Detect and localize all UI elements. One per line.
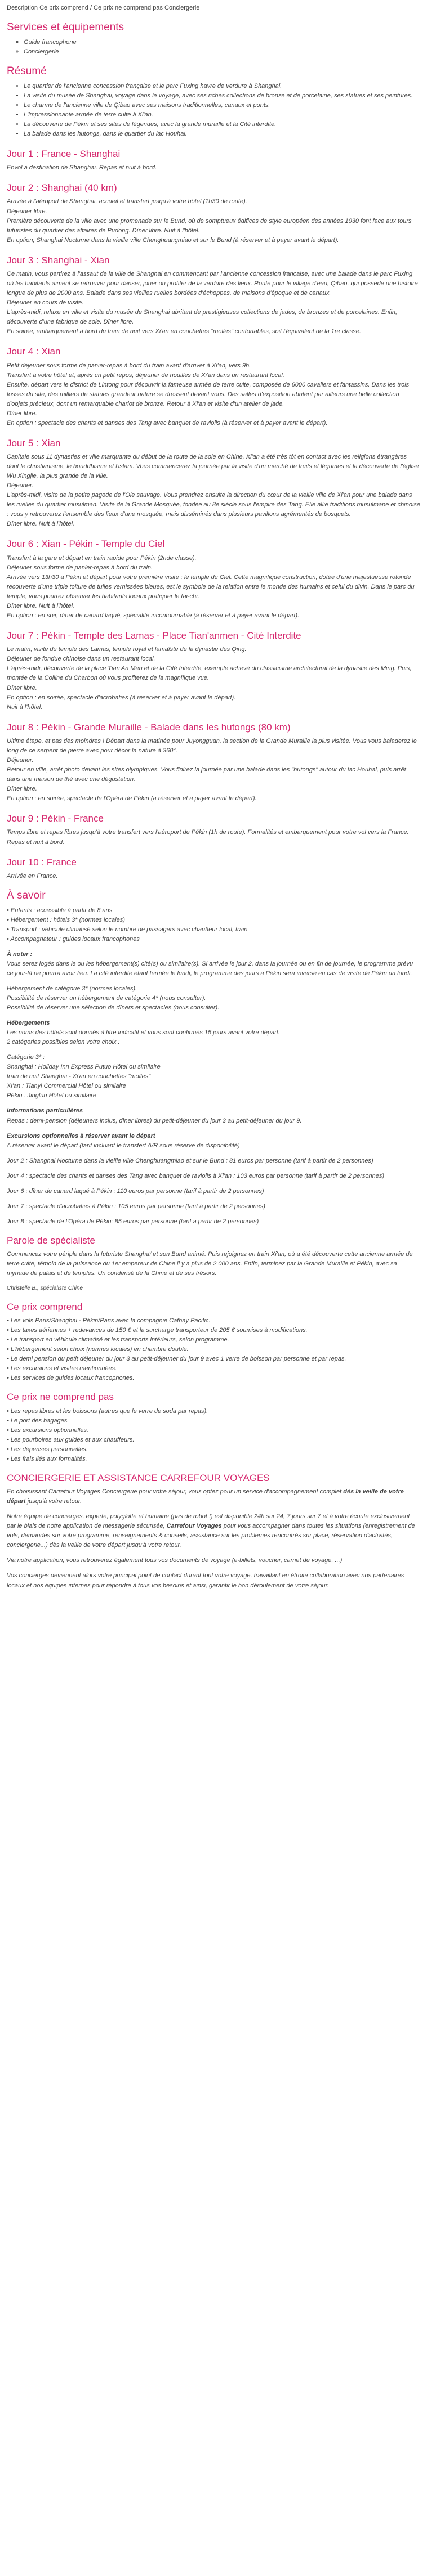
day-body <box>7 645 420 712</box>
text-line: Shanghai : Holiday Inn Express Putuo Hôtel ou similaire <box>7 1063 161 1071</box>
excursion-item: Jour 6 : dîner de canard laqué à Pékin : 110 euros par personne (tarif à partir de 2 personnes) <box>7 1187 264 1195</box>
day-line: Arrivée en France. <box>7 872 58 879</box>
day-line: En option, Shanghai Nocturne dans la vieille ville Chenghuangmiao et sur le Bund (à réserver et à payer avant le départ). <box>7 236 339 244</box>
day-line: Transfert à la gare et départ en train rapide pour Pékin (2nde classe). <box>7 554 197 562</box>
services-title: Services et équipements <box>7 21 124 34</box>
list-item: • Les excursions et visites mentionnées. <box>7 1365 117 1372</box>
day-line: En option : en soir, dîner de canard laqué, spécialité incontournable (à réserver et à payer avant le départ). <box>7 612 300 620</box>
day-title: Jour 7 : Pékin - Temple des Lamas - Place Tian'anmen - Cité Interdite <box>7 630 301 641</box>
list-item: ◦ Conciergerie <box>24 47 420 57</box>
day-line: Envol à destination de Shanghai. Repas et nuit à bord. <box>7 164 157 172</box>
text-line: Xi'an : Tianyi Commercial Hôtel ou similaire <box>7 1083 126 1090</box>
list-item: • Les taxes aériennes + redevances de 150 € et la surcharge transporteur de 205 € soumises à modifications. <box>7 1327 308 1334</box>
day-line: En option : en soirée, spectacle d'acrobaties (à réserver et à payer avant le départ). <box>7 694 236 701</box>
day-line: Dîner libre. Nuit à l'hôtel. <box>7 602 75 609</box>
day-title: Jour 10 : France <box>7 856 77 868</box>
text-line: Hébergement de catégorie 3* (normes locales). <box>7 985 137 992</box>
day-title: Jour 8 : Pékin - Grande Muraille - Balade dans les hutongs (80 km) <box>7 721 291 733</box>
text-span: Notre équipe de concierges, experte, polyglotte et humaine (pas de robot !) est disponible 24h sur 24, 7 jours sur 7 et à votre écoute exclusivement par le biais de notre application de messagerie sécurisée, <box>7 1513 410 1530</box>
text-line: 2 catégories possibles selon votre choix : <box>7 1039 120 1046</box>
list-item: • Enfants : accessible à partir de 8 ans <box>7 906 113 914</box>
list-item: • Les dépenses personnelles. <box>7 1446 88 1453</box>
informations-title: Informations particulières <box>7 1107 83 1115</box>
text-span: jusqu'à votre retour. <box>25 1498 82 1505</box>
day-body <box>7 361 420 428</box>
day-line: Arrivée vers 13h30 à Pékin et départ pour votre première visite : le temple du Ciel. Cette magnifique construction, dotée d'une majestueuse rotonde recouverte d'une triple toiture de tuiles vernissées bleues, est le symbole de la relation entre le monde des humains et celui du divin. Dans le parc du temple, vous pourrez observer les habitants locaux pratiquer le tai-chi. <box>7 573 415 600</box>
day-line: Transfert à votre hôtel et, après un petit repos, déjeuner de nouilles de Xi'an dans un restaurant local. <box>7 371 284 379</box>
day-title: Jour 1 : France - Shanghai <box>7 148 121 159</box>
day-title: Jour 9 : Pékin - France <box>7 813 104 824</box>
day-line: Dîner libre. Nuit à l'hôtel. <box>7 520 75 528</box>
day-title: Jour 4 : Xian <box>7 346 61 357</box>
inclus-title: Ce prix comprend <box>7 1301 83 1312</box>
inclus-list <box>7 1316 420 1383</box>
day-line: Déjeuner. <box>7 756 34 764</box>
day-line: Dîner libre. <box>7 786 37 793</box>
specialiste-text: Commencez votre périple dans la futuriste Shanghaï et son Bund animé. Puis rejoignez en train Xi'an, où a été découverte cette ancienne armée de terre cuite, témoin de la puissance du 1er empereur de Chine il y a plus de 2 000 ans. Enfin, terminez par la Grande Muraille et Pékin, avec sa myriade de palais et de temples. Un condensé de la Chine et de ses trésors. <box>7 1251 413 1277</box>
day-line: Ce matin, vous partirez à l'assaut de la ville de Shanghai en commençant par l'ancienne concession française, avec une balade dans le parc Fuxing où les habitants aiment se retrouver pour danser, jouer ou profiter de la verdure des lieux. Route pour le village d'eau, Qibao, qui possède une histoire longue de plus de 2000 ans. Balade dans ses vieilles ruelles bordées d'échoppes, de maisons d'époque et de canaux. <box>7 270 418 297</box>
list-item: • La balade dans les hutongs, dans le quartier du lac Houhai. <box>24 129 420 139</box>
a-noter-block <box>7 950 420 979</box>
highlight-text: dès la veille de votre départ <box>7 1488 404 1505</box>
specialiste-author: Christelle B., spécialiste Chine <box>7 1285 83 1292</box>
text-line: A réserver avant le départ (tarif incluant le transfert A/R sous réserve de disponibilité) <box>7 1142 240 1149</box>
text-line: Pékin : Jinglun Hôtel ou similaire <box>7 1092 96 1099</box>
a-savoir-title: À savoir <box>7 889 46 901</box>
excursions-title: Excursions optionnelles à réserver avant le départ <box>7 1132 155 1139</box>
list-item: • La visite du musée de Shanghai, voyage dans le voyage, avec ses riches collections de bronze et de porcelaine, ses statues et ses peintures. <box>24 91 420 101</box>
day-line: En option : en soirée, spectacle de l'Opéra de Pékin (à réserver et à payer avant le départ). <box>7 795 257 802</box>
list-item: • Hébergement : hôtels 3* (normes locales) <box>7 916 125 923</box>
list-item: • L'hébergement selon choix (normes locales) en chambre double. <box>7 1346 189 1353</box>
day-line: Capitale sous 11 dynasties et ville marquante du début de la route de la soie en Chine, Xi'an a été très tôt en contact avec les religions étrangères dont le christianisme, le bouddhisme et l'islam. Vous commencerez la journée par la visite d'un marché de fruits et légumes et la découverte de l'église Wu Xingjie, la plus grande de la ville. <box>7 454 419 480</box>
day-line: Dîner libre. <box>7 410 37 417</box>
list-item: • Les frais liés aux formalités. <box>7 1455 87 1462</box>
day-line: Temps libre et repas libres jusqu'à votre transfert vers l'aéroport de Pékin (1h de route). Formalités et embarquement pour votre vol vers la France. Repas et nuit à bord. <box>7 829 409 846</box>
list-item: • Le port des bagages. <box>7 1417 69 1424</box>
exclus-title: Ce prix ne comprend pas <box>7 1392 114 1403</box>
day-title: Jour 5 : Xian <box>7 437 61 448</box>
resume-list <box>7 82 420 139</box>
day-line: Déjeuner libre. <box>7 208 47 215</box>
list-item: • Le quartier de l'ancienne concession française et le parc Fuxing havre de verdure à Shanghai. <box>24 82 420 91</box>
informations-block <box>7 1106 420 1125</box>
day-line: Retour en ville, arrêt photo devant les sites olympiques. Vous finirez la journée par une balade dans les "hutongs" autour du lac Houhai, puis arrêt dans une maison de thé avec une dégustation. <box>7 766 406 783</box>
day-line: Ensuite, départ vers le district de Lintong pour découvrir la fameuse armée de terre cuite, composée de 6000 cavaliers et fantassins. Dans les trois fosses du site, des milliers de statues grandeur nature se dressent devant vous. Des salles d'exposition abritent par ailleurs une belle collection d'objets précieux, dont un remarquable chariot de bronze. Retour à Xi'an et visite d'un atelier de jade. <box>7 381 410 407</box>
hebergements-block <box>7 1018 420 1047</box>
list-item: • L'impressionnante armée de terre cuite à Xi'an. <box>24 110 420 120</box>
day-body <box>7 872 420 881</box>
day-body <box>7 737 420 804</box>
resume-title: Résumé <box>7 65 47 77</box>
excursion-item: Jour 8 : spectacle de l'Opéra de Pékin: 85 euros par personne (tarif à partir de 2 personnes) <box>7 1218 259 1225</box>
categorie-block <box>7 1053 420 1101</box>
hebergements-title: Hébergements <box>7 1020 50 1027</box>
list-item: • La découverte de Pékin et ses sites de légendes, avec la grande muraille et la Cité interdite. <box>24 120 420 129</box>
list-item: • Le demi pension du petit déjeuner du jour 3 au petit-déjeuner du jour 9 avec 1 verre de boisson par personne et par repas. <box>7 1356 346 1363</box>
day-line: En option : spectacle des chants et danses des Tang avec banquet de raviolis (à réserver et à payer avant le départ). <box>7 419 328 427</box>
conciergerie-block <box>7 1487 420 1590</box>
text-span: pour vous accompagner dans toutes les situations (enregistrement de vols, demandes sur votre programme, renseignements & conseils, assistance sur les problèmes rencontrés sur place, réservation d'activités, conciergerie...) dès la veille de votre départ jusqu'à votre retour. <box>7 1523 415 1549</box>
day-line: En soirée, embarquement à bord du train de nuit vers Xi'an en couchettes "molles" confortables, soit l'équivalent de la 1re classe. <box>7 328 361 335</box>
text-line: Possibilité de réserver une sélection de dîners et spectacles (nous consulter). <box>7 1004 220 1012</box>
list-item: ◦ Guide francophone <box>24 38 420 47</box>
list-item: • Les excursions optionnelles. <box>7 1426 89 1434</box>
categorie-title: Catégorie 3* : <box>7 1054 45 1061</box>
day-line: L'après-midi, visite de la petite pagode de l'Oie sauvage. Vous prendrez ensuite la direction du cœur de la vieille ville de Xi'an pour une balade dans les ruelles du quartier musulman. Visite de la Grande Mosquée, fondée au 8e siècle sous l'empire des Tang. Elle allie traditions musulmane et chinoise : vous y retrouverez l'ensemble des lieux d'une mosquée, mais disséminés dans plusieurs pavillons agrémentés de bosquets. <box>7 492 421 518</box>
list-item: • Le transport en véhicule climatisé et les transports intérieurs, selon programme. <box>7 1336 229 1344</box>
text-line: train de nuit Shanghai - Xi'an en couchettes "molles" <box>7 1073 151 1080</box>
text-line: Les noms des hôtels sont donnés à titre indicatif et vous sont confirmés 15 jours avant votre départ. <box>7 1029 280 1036</box>
day-body <box>7 452 420 529</box>
day-line: Première découverte de la ville avec une promenade sur le Bund, où de somptueux édifices de style européen des années 1930 font face aux tours futuristes du quartier des affaires de Pudong. Dîner libre. Nuit à l'hôtel. <box>7 217 412 234</box>
conciergerie-paragraph <box>7 1487 420 1506</box>
day-line: Déjeuner de fondue chinoise dans un restaurant local. <box>7 656 155 663</box>
excursions-block <box>7 1132 420 1227</box>
day-line: Déjeuner. <box>7 482 34 490</box>
hebergement-options <box>7 984 420 1013</box>
day-title: Jour 3 : Shanghai - Xian <box>7 254 110 266</box>
a-savoir-bullets <box>7 906 420 944</box>
a-noter-text: Vous serez logés dans le ou les hébergement(s) cité(s) ou similaire(s). Si arrivée le jour 2, dans la journée ou en fin de journée, le programme prévu ce jour-là ne pourra avoir lieu. La cité interdite étant fermée le lundi, le programme des jours à Pékin sera inversé en cas de visite de Pékin un lundi. <box>7 960 413 977</box>
list-item: • Les repas libres et les boissons (autres que le verre de soda par repas). <box>7 1407 208 1415</box>
list-item: • Accompagnateur : guides locaux francophones <box>7 935 140 943</box>
day-body <box>7 197 420 245</box>
list-item: • Transport : véhicule climatisé selon le nombre de passagers avec chauffeur local, train <box>7 926 248 933</box>
conciergerie-paragraph <box>7 1512 420 1550</box>
day-body <box>7 163 420 173</box>
day-line: Déjeuner sous forme de panier-repas à bord du train. <box>7 564 153 571</box>
day-title: Jour 2 : Shanghai (40 km) <box>7 182 117 194</box>
breadcrumb: Description Ce prix comprend / Ce prix ne comprend pas Conciergerie <box>7 5 200 11</box>
day-line: Arrivée à l'aéroport de Shanghai, accueil et transfert jusqu'à votre hôtel (1h30 de route). <box>7 198 247 205</box>
day-line: Ultime étape, et pas des moindres ! Départ dans la matinée pour Juyongguan, la section de la Grande Muraille la plus visitée. Vous vous baladerez le long de ce serpent de pierre avec pour décor la nature à 360°. <box>7 737 417 754</box>
services-list <box>7 38 420 57</box>
list-item: • Les vols Paris/Shanghai - Pékin/Paris avec la compagnie Cathay Pacific. <box>7 1317 211 1325</box>
brand-text: Carrefour Voyages <box>166 1523 222 1530</box>
conciergerie-title: CONCIERGERIE ET ASSISTANCE CARREFOUR VOYAGES <box>7 1472 270 1483</box>
list-item: • Les services de guides locaux francophones. <box>7 1375 135 1382</box>
specialiste-title: Parole de spécialiste <box>7 1235 95 1246</box>
conciergerie-paragraph: Vos concierges deviennent alors votre principal point de contact durant tout votre voyage, travaillant en étroite collaboration avec nos partenaires locaux et nos équipes internes pour répondre à tous vos besoins et ainsi, garantir le bon déroulement de votre séjour. <box>7 1572 404 1589</box>
exclus-list <box>7 1407 420 1464</box>
day-body <box>7 554 420 621</box>
a-noter-label: À noter : <box>7 950 33 958</box>
excursion-item: Jour 2 : Shanghai Nocturne dans la vieille ville Chenghuangmiao et sur le Bund : 81 euros par personne (tarif à partir de 2 personnes) <box>7 1157 373 1164</box>
day-title: Jour 6 : Xian - Pékin - Temple du Ciel <box>7 538 165 550</box>
specialiste-block <box>7 1250 420 1293</box>
day-line: L'après-midi, relaxe en ville et visite du musée de Shanghai abritant de prestigieuses collections de jades, de bronzes et de porcelaines. Enfin, découverte d'une fabrique de soie. Dîner libre. <box>7 309 398 326</box>
text-line: Repas : demi-pension (déjeuners inclus, dîner libres) du petit-déjeuner du jour 3 au petit-déjeuner du jour 9. <box>7 1117 302 1124</box>
text-line: Possibilité de réserver un hébergement de catégorie 4* (nous consulter). <box>7 994 206 1002</box>
day-line: Dîner libre. <box>7 684 37 692</box>
day-body <box>7 270 420 336</box>
text-span: En choisissant Carrefour Voyages Conciergerie pour votre séjour, vous optez pour un service d'accompagnement complet <box>7 1488 344 1496</box>
day-line: Petit déjeuner sous forme de panier-repas à bord du train avant d'arriver à Xi'an, vers 9h. <box>7 362 251 369</box>
day-line: Nuit à l'hôtel. <box>7 703 43 711</box>
list-item: • Le charme de l'ancienne ville de Qibao avec ses maisons traditionnelles, canaux et ponts. <box>24 101 420 110</box>
day-body <box>7 828 420 847</box>
day-line: L'après-midi, découverte de la place Tian'An Men et de la Cité Interdite, exemple achevé du classicisme architectural de la dynastie des Ming. Puis, montée de la Colline du Charbon où vous profiterez de la magnifique vue. <box>7 665 412 682</box>
conciergerie-paragraph: Via notre application, vous retrouverez également tous vos documents de voyage (e-billets, voucher, carnet de voyage, ...) <box>7 1557 343 1564</box>
excursion-item: Jour 4 : spectacle des chants et danses des Tang avec banquet de raviolis à Xi'an : 103 euros par personne (tarif à partir de 2 personnes) <box>7 1172 385 1179</box>
excursion-item: Jour 7 : spectacle d'acrobaties à Pékin : 105 euros par personne (tarif à partir de 2 personnes) <box>7 1202 265 1210</box>
day-line: Le matin, visite du temple des Lamas, temple royal et lamaïste de la dynastie des Qing. <box>7 646 247 653</box>
day-line: Déjeuner en cours de visite. <box>7 299 84 307</box>
list-item: • Les pourboires aux guides et aux chauffeurs. <box>7 1436 135 1443</box>
